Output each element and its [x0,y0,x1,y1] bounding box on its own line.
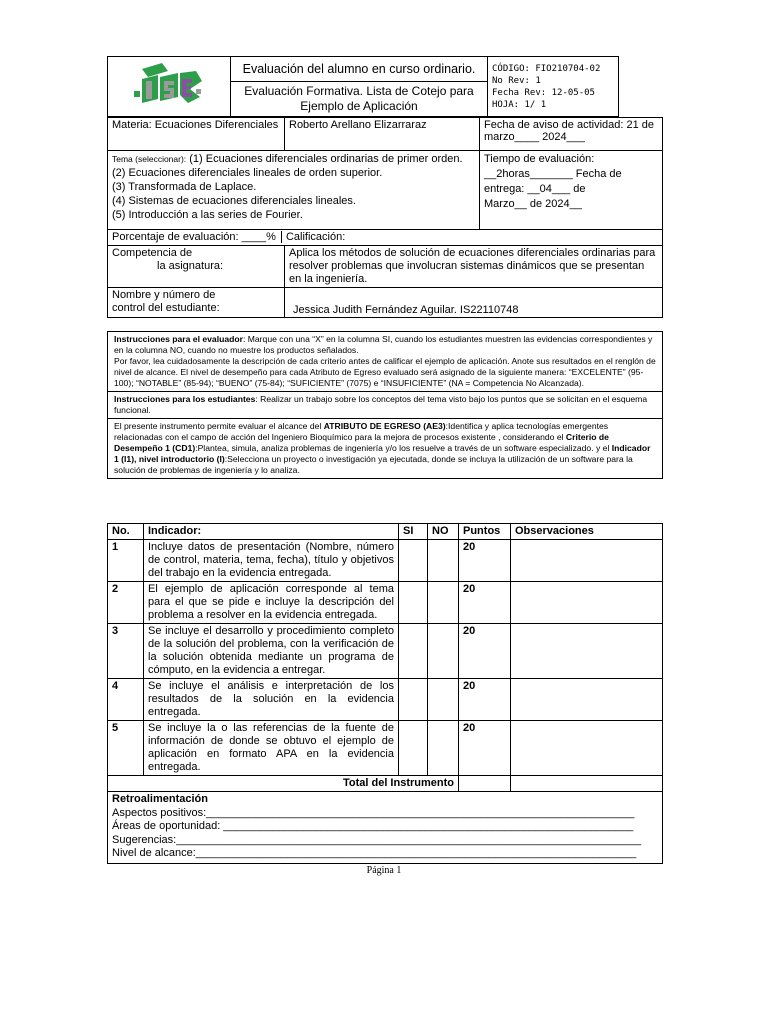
observaciones-cell[interactable] [511,540,663,582]
form-subtitle [231,82,488,117]
indicador-text: El ejemplo de aplicación corresponde al tema para el que se pide e incluye la descripción del problema a resolver en la evidencia entregada. [144,582,399,624]
total-puntos-cell[interactable] [459,776,511,792]
no-checkbox-cell[interactable] [428,540,459,582]
sugerencias-field[interactable]: Sugerencias:____________________________________________________________________________ [112,833,642,846]
indicador-text: Incluye datos de presentación (Nombre, número de control, materia, tema, fecha), título y objetivos del trabajo en la evidencia entregada. [144,540,399,582]
subtitle-line-1: Evaluación Formativa. Lista de Cotejo para [244,84,474,98]
form-title: Evaluación del alumno en curso ordinario. [231,57,488,82]
tiempo-line-3: entrega: __04___ de [484,183,586,195]
areas-oportunidad-field[interactable]: Áreas de oportunidad: ___________________________________________________________________ [112,820,634,832]
no-checkbox-cell[interactable] [428,679,459,721]
tiempo-line-1: Tiempo de evaluación: [484,153,595,165]
competencia-label-1: Competencia de [112,247,193,259]
estudiantes-text: : Realizar un trabajo sobre los conceptos del tema visto bajo los puntos que se solicitan en el esquema funcional. [114,394,648,415]
tema-option-3: (3) Transformada de Laplace. [112,181,257,193]
tema-option-4: (4) Sistemas de ecuaciones diferenciales lineales. [112,195,356,207]
institution-logo-icon [112,59,212,109]
indicador-text: Se incluye la o las referencias de la fuente de información de donde se obtuvo el ejemplo de aplicación en formato APA en la evidencia entregada. [144,721,399,776]
row-number: 2 [112,583,119,595]
evaluador-text-2: Por favor, lea cuidadosamente la descripción de cada criterio antes de calificar el ejemplo de aplicación. Anote sus resultados en el renglón de nivel de alcance. El nivel de desempeño para cada Atributo de Egreso evaluado será asignado de la siguiente manera: “EXCELENTE” (95-100); “NOTABLE” (85-94); “BUENO” (75-84); “SUFICIENTE” (7075) e “INSUFICIENTE” (NA = Competencia No Alcanzada). [114,356,656,388]
competencia-text-cell [285,246,663,288]
tema-option-2: (2) Ecuaciones diferenciales lineales de orden superior. [112,167,383,179]
row-number: 5 [112,722,119,734]
puntos-value: 20 [463,583,476,595]
tiempo-cell [480,151,663,230]
si-checkbox-cell[interactable] [399,540,428,582]
no-rev-text: No Rev: 1 [492,75,541,86]
indicador-text: Se incluye el análisis e interpretación de los resultados de la solución en la evidencia entregada. [144,679,399,721]
document-code-block [488,57,619,117]
tema-cell [108,151,480,230]
retroalimentacion-row [108,792,663,864]
nombre-label-1: Nombre y número de [112,289,216,301]
tema-label: Tema (seleccionar): [112,154,187,164]
total-row [108,776,663,792]
nombre-value: Jessica Judith Fernández Aguilar. IS22110748 [293,304,519,316]
evaluador-instructions [108,332,663,392]
si-checkbox-cell[interactable] [399,721,428,776]
logo-cell [108,57,231,117]
atributo-bold-3: Indicador 1 (I1), nivel introductorio (I) [114,443,651,464]
atributo-text-4: :Selecciona un proyecto o investigación ya ejecutada, donde se incluya la utilización de un software para la solución de problemas de ingeniería y lo analiza. [114,454,633,475]
fecha-rev-text: Fecha Rev: 12-05-05 [492,87,595,98]
table-row [108,679,663,721]
nivel-alcance-field[interactable]: Nivel de alcance:________________________________________________________________________ [112,847,637,859]
si-checkbox-cell[interactable] [399,624,428,679]
col-header-no-col: NO [428,524,459,540]
no-checkbox-cell[interactable] [428,721,459,776]
nombre-value-cell [285,288,663,318]
si-checkbox-cell[interactable] [399,679,428,721]
no-checkbox-cell[interactable] [428,624,459,679]
observaciones-cell[interactable] [511,624,663,679]
atributo-text-2: :Identifica y aplica tecnologías emergentes relacionadas con el campo de acción del Ingeniero Bioquímico para la mejora de procesos existente , considerando el [114,421,609,442]
row-number: 4 [112,680,119,692]
total-label: Total del Instrumento [108,776,459,792]
nombre-label-2: control del estudiante: [112,302,220,314]
col-header-si: SI [399,524,428,540]
nombre-label-cell [108,288,285,318]
puntos-value: 20 [463,625,476,637]
puntos-value: 20 [463,541,476,553]
total-observaciones-cell[interactable] [511,776,663,792]
atributo-text-3: :Plantea, simula, analiza problemas de ingeniería y/o los resuelve a través de un software especializado. y el [195,443,612,453]
docente-cell [285,118,480,151]
row-number: 1 [112,541,119,553]
porcentaje-text: Porcentaje de evaluación: ____% [112,231,276,243]
no-checkbox-cell[interactable] [428,582,459,624]
atributo-bold-2: Criterio de Desempeño 1 (CD1) [114,432,609,453]
table-row [108,721,663,776]
col-header-no: No. [108,524,144,540]
atributo-bold-1: ATRIBUTO DE EGRESO (AE3) [323,421,446,431]
page-number: Página 1 [366,865,402,876]
indicador-text: Se incluye el desarrollo y procedimiento completo de la solución del problema, con la verificación de la solución obtenida mediante un programa de cómputo, en la evidencia a entregar. [144,624,399,679]
atributo-text-1: El presente instrumento permite evaluar el alcance del [114,421,324,431]
porcentaje-cell [108,230,663,246]
competencia-label-2: la asignatura: [157,260,224,272]
competencia-label-cell [108,246,285,288]
info-table [107,117,663,318]
materia-cell [108,118,285,151]
col-header-puntos: Puntos [459,524,511,540]
header-table [107,56,619,117]
docente-text: Roberto Arellano Elizarraraz [289,119,427,131]
puntos-value: 20 [463,722,476,734]
evaluador-label: Instrucciones para el evaluador [114,334,243,344]
col-header-indicador: Indicador: [144,524,399,540]
table-row [108,540,663,582]
evaluador-text: : Marque con una “X” en la columna SI, cuando los estudiantes muestren las evidencias correspondientes y en la columna NO, cuando no muestre los productos señalados. [114,334,653,355]
observaciones-cell[interactable] [511,679,663,721]
si-checkbox-cell[interactable] [399,582,428,624]
codigo-text: CÓDIGO: FIO210704-02 [492,63,601,74]
instructions-table [107,331,663,479]
competencia-text: Aplica los métodos de solución de ecuaciones diferenciales ordinarias para resolver problemas que involucran sistemas dinámicos que se presentan en la ingeniería. [289,247,656,285]
hoja-text: HOJA: 1/ 1 [492,99,547,110]
subtitle-line-2: Ejemplo de Aplicación [300,99,418,113]
tema-option-5: (5) Introducción a las series de Fourier. [112,209,303,221]
row-number: 3 [112,625,119,637]
puntos-value: 20 [463,680,476,692]
observaciones-cell[interactable] [511,582,663,624]
atributo-paragraph [108,419,663,479]
aspectos-positivos-field[interactable]: Aspectos positivos:______________________________________________________________________ [112,806,635,819]
materia-text: Materia: Ecuaciones Diferenciales [112,119,279,131]
col-header-observaciones: Observaciones [511,524,663,540]
table-row [108,582,663,624]
fecha-aviso-cell [480,118,663,151]
estudiantes-label: Instrucciones para los estudiantes [114,394,256,404]
estudiantes-instructions [108,392,663,419]
retroalimentacion-label: Retroalimentación [112,793,208,805]
checklist-table [107,523,663,864]
calificacion-text: Calificación: [281,231,345,243]
tiempo-line-4: Marzo__ de 2024__ [484,198,582,210]
tema-option-1: (1) Ecuaciones diferenciales ordinarias de primer orden. [186,153,463,165]
fecha-aviso-text: Fecha de aviso de actividad: 21 de marzo____ 2024___ [484,119,655,143]
tiempo-line-2: __2horas_______ Fecha de [484,168,622,180]
observaciones-cell[interactable] [511,721,663,776]
table-row [108,624,663,679]
